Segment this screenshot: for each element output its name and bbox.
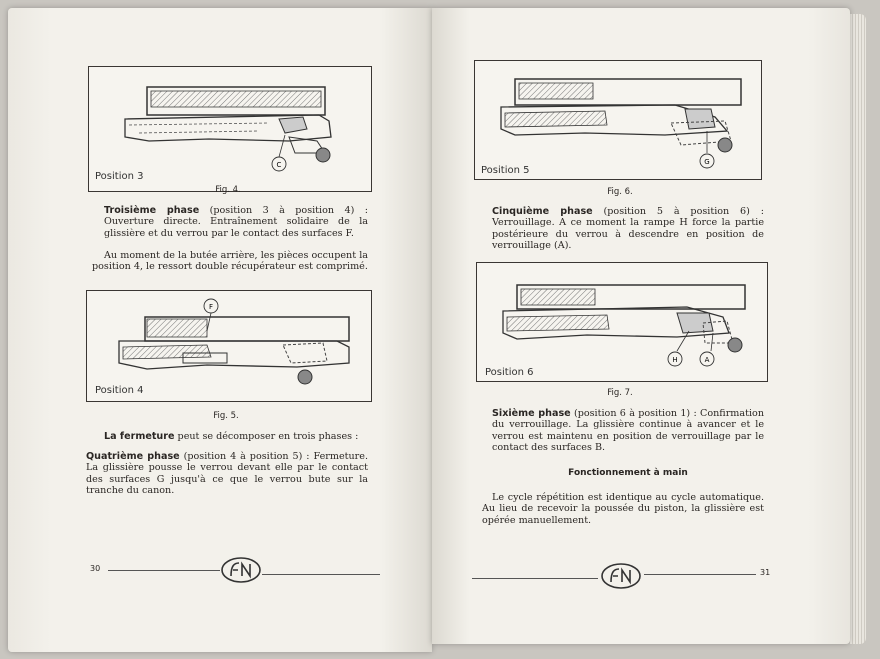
phase-title: Cinquième phase bbox=[492, 206, 593, 217]
divider bbox=[644, 574, 756, 575]
position-label: Position 4 bbox=[95, 385, 144, 396]
page-number: 30 bbox=[90, 564, 101, 573]
callout-h: H bbox=[672, 356, 678, 364]
paragraph-sixth-phase: Sixième phase (position 6 à position 1) : Confirmation du verrouillage. La glissière continue à avancer et le verrou est maintenu en position de verrouillage par le contact des surfaces B. bbox=[492, 408, 764, 454]
callout-f: F bbox=[208, 303, 214, 311]
callout-c: C bbox=[276, 161, 282, 169]
figure-caption: Fig. 7. bbox=[607, 388, 633, 398]
figure-position-5 bbox=[474, 60, 762, 180]
left-page bbox=[8, 8, 432, 652]
figure-caption: Fig. 6. bbox=[607, 187, 633, 197]
position-label: Position 6 bbox=[485, 367, 534, 378]
phase-title: Quatrième phase bbox=[86, 451, 180, 462]
divider bbox=[472, 578, 598, 579]
figure-position-3 bbox=[88, 66, 372, 192]
paragraph-butee: Au moment de la butée arrière, les pièces occupent la position 4, le ressort double récupérateur est comprimé. bbox=[92, 250, 368, 273]
paragraph-third-phase: Troisième phase (position 3 à position 4) : Ouverture directe. Entraînement solidaire de la glissière et du verrou par le contact des surfaces F. bbox=[104, 205, 368, 239]
figure-position-4 bbox=[86, 290, 372, 402]
mechanism-drawing bbox=[475, 61, 761, 179]
callout-a: A bbox=[704, 356, 710, 364]
divider bbox=[108, 570, 220, 571]
right-page bbox=[432, 8, 850, 644]
phase-title: Sixième phase bbox=[492, 408, 571, 419]
page-block-edge bbox=[850, 14, 866, 644]
keyword: La fermeture bbox=[104, 431, 175, 442]
page-number: 31 bbox=[760, 568, 771, 577]
paragraph-manual: Le cycle répétition est identique au cycle automatique. Au lieu de recevoir la poussée du piston, la glissière est opérée manuellement. bbox=[482, 492, 764, 526]
divider bbox=[262, 574, 380, 575]
paragraph-fourth-phase: Quatrième phase (position 4 à position 5) : Fermeture. La glissière pousse le verrou devant elle par le contact des surfaces G jusqu'à ce que le verrou bute sur la tranche du canon. bbox=[86, 451, 368, 497]
fn-monogram-icon bbox=[220, 556, 262, 584]
callout-g: G bbox=[704, 158, 710, 166]
paragraph-fermeture: La fermeture peut se décomposer en trois phases : bbox=[104, 431, 359, 442]
position-label: Position 3 bbox=[95, 171, 144, 182]
mechanism-drawing bbox=[477, 263, 767, 381]
paragraph-fifth-phase: Cinquième phase (position 5 à position 6) : Verrouillage. A ce moment la rampe H force la partie postérieure du verrou à descendre en position de verrouillage (A). bbox=[492, 206, 764, 252]
figure-caption: Fig. 5. bbox=[213, 411, 239, 421]
figure-position-6 bbox=[476, 262, 768, 382]
figure-caption: Fig. 4. bbox=[215, 185, 241, 195]
section-heading: Fonctionnement à main bbox=[568, 468, 688, 478]
phase-title: Troisième phase bbox=[104, 205, 200, 216]
position-label: Position 5 bbox=[481, 165, 530, 176]
fn-monogram-icon bbox=[600, 562, 642, 590]
